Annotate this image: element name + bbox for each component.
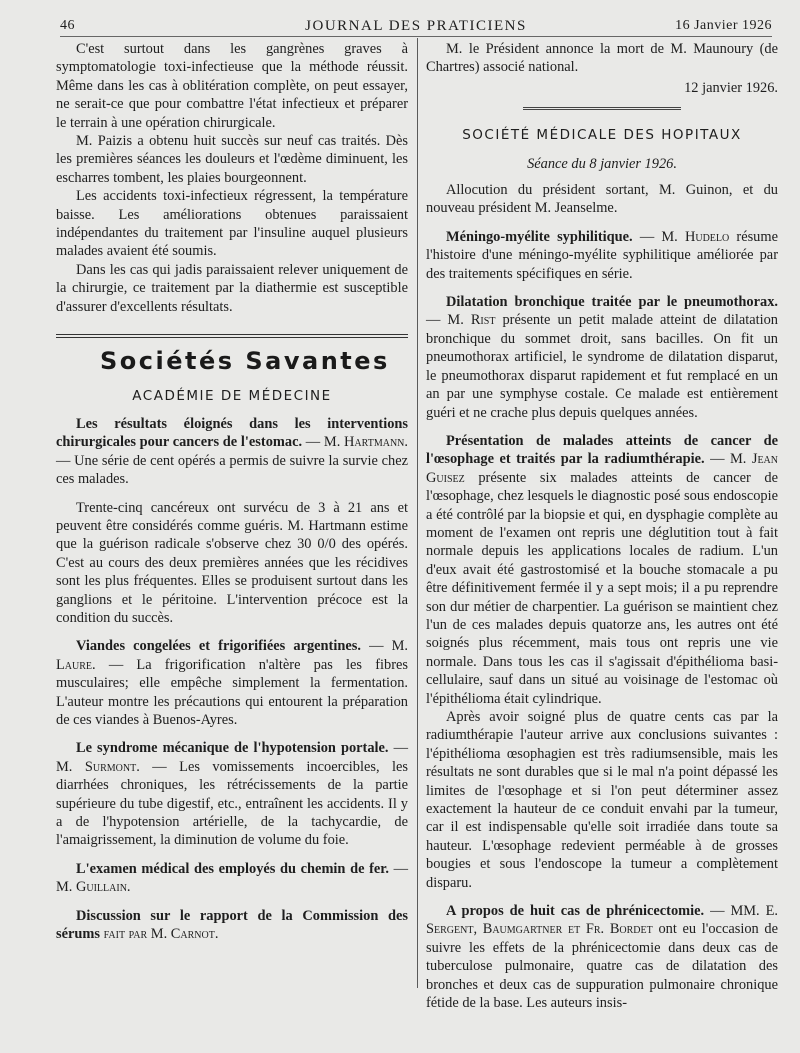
- page-number: 46: [60, 18, 75, 33]
- entry-author: — M. Hudelo: [639, 228, 730, 245]
- paragraph: M. Paizis a obtenu huit succès sur neuf cas traités. Dès les premières séances les douleurs et l'œdème diminuent, les escharres tombent, les plaies bourgeonnent.: [56, 133, 408, 186]
- entry-author: — M. Jean Guisez: [426, 451, 779, 486]
- article-entry: [426, 708, 778, 892]
- paragraph: Les accidents toxi-infectieux régressent, la température baisse. Les améliorations obtenues paraissaient indépendantes du traitement par l'insuline auquel plusieurs malades avaient été soumis.: [56, 188, 408, 260]
- dateline: 12 janvier 1926.: [684, 79, 778, 96]
- entry-text: résume l'histoire d'une méningo-myélite syphilitique améliorée par des traitements spécifiques en série.: [426, 228, 778, 282]
- paragraph: M. le Président annonce la mort de M. Maunoury (de Chartres) associé national.: [426, 41, 778, 76]
- article-entry: [56, 860, 408, 897]
- entry-text: — Une série de cent opérés a permis de suivre la survie chez ces malades.: [56, 452, 408, 488]
- entry-title: L'examen médical des employés du chemin de fer.: [76, 860, 389, 877]
- entry-title: Viandes congelées et frigorifiées argentines.: [76, 638, 361, 655]
- entry-title: Les résultats éloignés dans les interventions chirurgicales pour cancers de l'estomac.: [56, 415, 408, 451]
- entry-author: — M. Rist: [426, 312, 496, 329]
- article-entry: [426, 228, 778, 283]
- entry-author: — MM. E. Sergent, Baumgartner et Fr. Bordet: [426, 903, 778, 938]
- column-divider: [417, 38, 418, 988]
- entry-text: Après avoir soigné plus de quatre cents cas par la radiumthérapie l'auteur arrive aux conclusions suivantes : l'épithélioma œsophagien est très radiumsensible, mais les résultats ne sont durables que si le mal n'a point dépassé les limites de l'œsophage et si l'on peut déterminer assez exactement la hauteur de ce conduit envahi par la tumeur, car il est indispensable qu'elle soit irradiée dans toute sa hauteur. L'œsophage redevient perméable à de grosses bougies et sous l'endoscope la tumeur a complètement disparu.: [426, 709, 778, 891]
- entry-title: Le syndrome mécanique de l'hypotension portale.: [76, 740, 389, 757]
- entry-author: — M. Surmont.: [56, 740, 408, 775]
- section-heading: SOCIÉTÉ MÉDICALE DES HOPITAUX: [462, 127, 742, 144]
- article-entry: [56, 637, 408, 729]
- seance-line: Séance du 8 janvier 1926.: [527, 155, 677, 172]
- paragraph: Allocution du président sortant, M. Guinon, et du nouveau président M. Jeanselme.: [426, 182, 778, 217]
- article-entry: [426, 432, 778, 708]
- entry-text: présente six malades atteints de cancer de l'œsophage, chez lesquels le diagnostic posé sous endoscopie a été contrôlé par la biopsie et qui, en dysphagie complète au moment de l'examen ont repris une déglutition tout à fait normale depuis les applications locales de radium. L'un d'eux avait été gastrostomisé et la bouche stomacale a pu être définitivement fermée il y a sept mois; il a pu reprendre son dur métier de charpentier. La guérison se maintient chez l'un de ces malades depuis quatorze ans, les autres ont été soignés plus récemment, mais tous ont repris une vie normale. Dans tous les cas il s'agissait d'épithélioma basi-cellulaire, sauf dans un situé au voisinage de l'estomac où l'épithélioma était cylindrique.: [426, 469, 778, 707]
- article-entry: [56, 739, 408, 849]
- running-header: [60, 14, 772, 36]
- entry-author: fait par M. Carnot.: [103, 926, 219, 943]
- left-column: [56, 40, 408, 953]
- entry-text: présente un petit malade atteint de dilatation bronchique du sommet droit, sans bacilles. On fit un pneumothorax artificiel, le syndrome de dilatation disparut, le pneumothorax disparut rapidement et fut remplacé en un an par une symphyse costale. Ce malade est entièrement guéri et ne crache plus depuis quelques années.: [426, 312, 778, 421]
- header-rule: [60, 36, 772, 37]
- entry-title: Dilatation bronchique traitée par le pneumothorax.: [446, 294, 778, 311]
- article-entry: [426, 293, 778, 422]
- article-entry: [426, 902, 778, 1012]
- entry-title: A propos de huit cas de phrénicectomie.: [446, 903, 705, 920]
- entry-text: Trente-cinq cancéreux ont survécu de 3 à 21 ans et peuvent être considérés comme guéris. M. Hartmann estime que la guérison radicale s'observe chez 30 0/0 des opérés. C'est au cours des deux premières années que les récidives sont les plus fréquentes. Elles se produisent surtout dans les ganglions et le péritoine. L'intervention précoce est la condition du succès.: [56, 499, 408, 626]
- section-separator: [56, 334, 408, 340]
- article-entry: [56, 499, 408, 628]
- right-column: [426, 40, 778, 1023]
- entry-title: Présentation de malades atteints de cancer de l'œsophage et traités par la radiumthérapie.: [426, 432, 778, 468]
- entry-title: Discussion sur le rapport de la Commission des sérums: [56, 907, 408, 943]
- entry-author: — M. Laure.: [56, 638, 409, 673]
- article-entry: [56, 415, 408, 489]
- entry-text: — La frigorification n'altère pas les fibres musculaires; elle empêche simplement la fermentation. L'auteur montre les précautions qui entourent la préparation de ces viandes à Buenos-Ayres.: [56, 656, 408, 728]
- paragraph: Dans les cas qui jadis paraissaient relever uniquement de la chirurgie, ce traitement par la diathermie est susceptible d'assurer d'excellents résultats.: [56, 261, 408, 315]
- journal-title: JOURNAL DES PRATICIENS: [305, 18, 527, 34]
- entry-text: — Les vomissements incoercibles, les diarrhées chroniques, les rétrécissements de la partie supérieure du tube digestif, etc., entraînent les accidents. Il y a de l'hypotension artérielle, de la tachycardie, de l'amaigrissement, la diminution de volume du foie.: [56, 758, 408, 849]
- entry-title: Méningo-myélite syphilitique.: [446, 228, 633, 245]
- section-separator: [523, 107, 681, 112]
- entry-author: — M. Hartmann.: [305, 434, 408, 451]
- issue-date: 16 Janvier 1926: [675, 18, 772, 33]
- section-banner: Sociétés Savantes: [100, 347, 390, 376]
- entry-text: ont eu l'occasion de suivre les effets de la phrénicectomie dans deux cas de tuberculose pulmonaire, quatre cas de dilatation des bronches et deux cas de suppuration pulmonaire chronique fétide de la base. Les auteurs insis-: [426, 921, 778, 1012]
- article-entry: [56, 907, 408, 944]
- paragraph: C'est surtout dans les gangrènes graves à symptomatologie toxi-infectieuse que la méthode réussit. Même dans les cas à oblitération complète, on peut essayer, ne serait-ce que pour combattre l'état infectieux et préparer le terrain à une opération chirurgicale.: [56, 41, 408, 131]
- entry-author: — M. Guillain.: [56, 860, 408, 896]
- section-heading: ACADÉMIE DE MÉDECINE: [132, 387, 332, 404]
